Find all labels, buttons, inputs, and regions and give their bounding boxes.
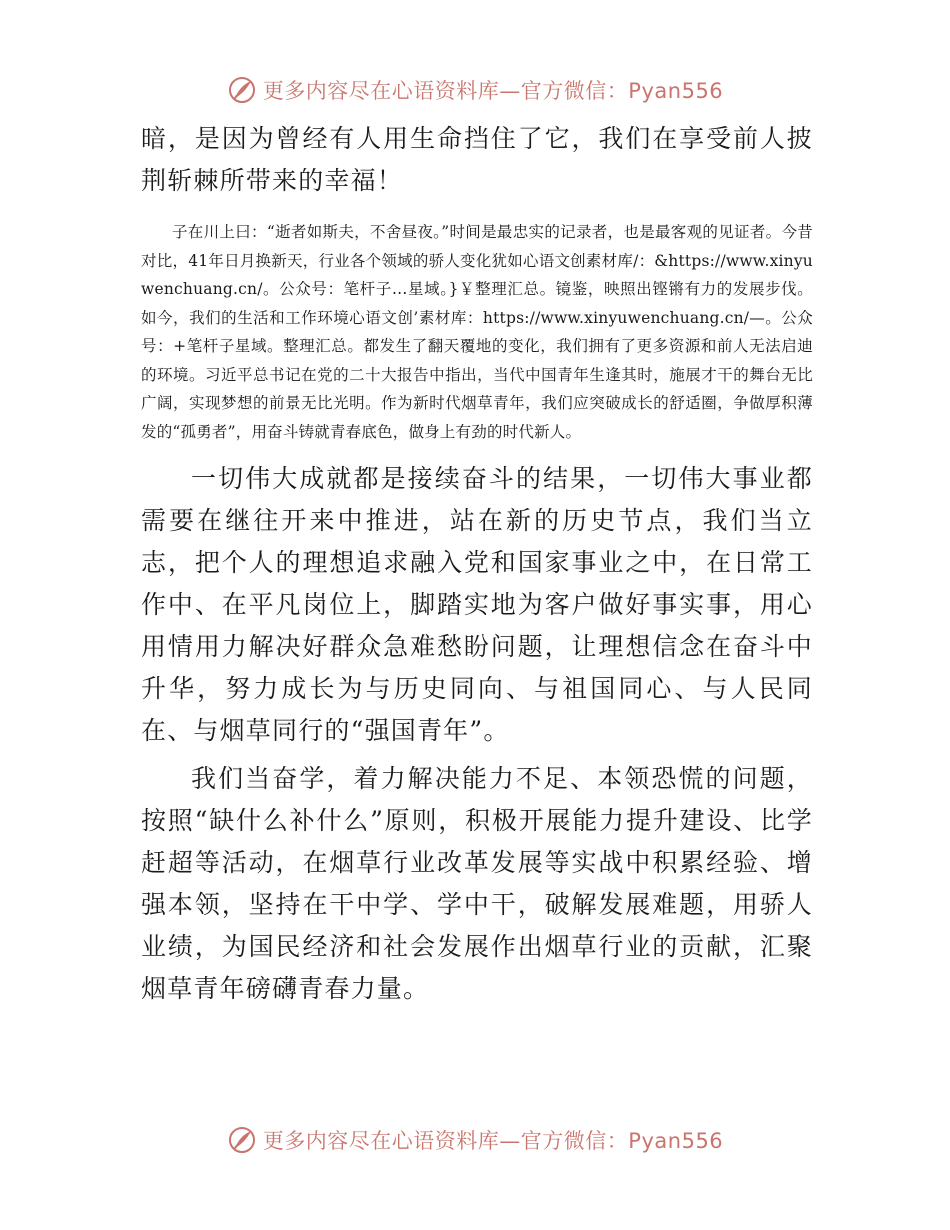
paragraph-3: 一切伟大成就都是接续奋斗的结果，一切伟大事业都需要在继往开来中推进，站在新的历史节点，我们当立志，把个人的理想追求融入党和国家事业之中，在日常工作中、在平凡岗位上，脚踏实地为客户做好事实事，用心用情用力解决好群众急难愁盼问题，让理想信念在奋斗中升华，努力成长为与历史同向、与祖国同心、与人民同在、与烟草同行的“强国青年”。 xyxy=(141,464,813,745)
footer-banner xyxy=(0,1120,950,1160)
paragraph-2: 子在川上曰：“逝者如斯夫，不舍昼夜。”时间是最忠实的记录者，也是最客观的见证者。今昔对比，41年日月换新天，行业各个领域的骄人变化犹如心语文创素材库/：&https://www.xinyuwenchuang.cn/。公众号：笔杆子…星域。}￥整理汇总。镜鉴，映照出铿锵有力的发展步伐。如今，我们的生活和工作环境心语文创’素材库：https://www.xinyuwenchuang.cn/—。公众号：+笔杆子星域。整理汇总。都发生了翻天覆地的变化，我们拥有了更多资源和前人无法启迪的环境。习近平总书记在党的二十大报告中指出，当代中国青年生逢其时，施展才干的舞台无比广阔，实现梦想的前景无比光明。作为新时代烟草青年，我们应突破成长的舒适圈，争做厚积薄发的“孤勇者”，用奋斗铸就青春底色，做身上有劲的时代新人。 xyxy=(141,223,813,441)
document-body xyxy=(141,118,813,1010)
quill-logo-icon xyxy=(227,1125,257,1155)
paragraph-1: 暗，是因为曾经有人用生命挡住了它，我们在享受前人披荆斩棘所带来的幸福！ xyxy=(141,124,813,195)
paragraph-4: 我们当奋学，着力解决能力不足、本领恐慌的问题，按照“缺什么补什么”原则，积极开展能力提升建设、比学赶超等活动，在烟草行业改革发展等实战中积累经验、增强本领，坚持在干中学、学中干，破解发展难题，用骄人业绩，为国民经济和社会发展作出烟草行业的贡献，汇聚烟草青年磅礴青春力量。 xyxy=(141,764,813,1003)
quill-logo-icon xyxy=(227,75,257,105)
banner-text: 更多内容尽在心语资料库—官方微信：Pyan556 xyxy=(262,1129,724,1153)
banner-text: 更多内容尽在心语资料库—官方微信：Pyan556 xyxy=(262,79,724,103)
header-banner xyxy=(0,70,950,110)
